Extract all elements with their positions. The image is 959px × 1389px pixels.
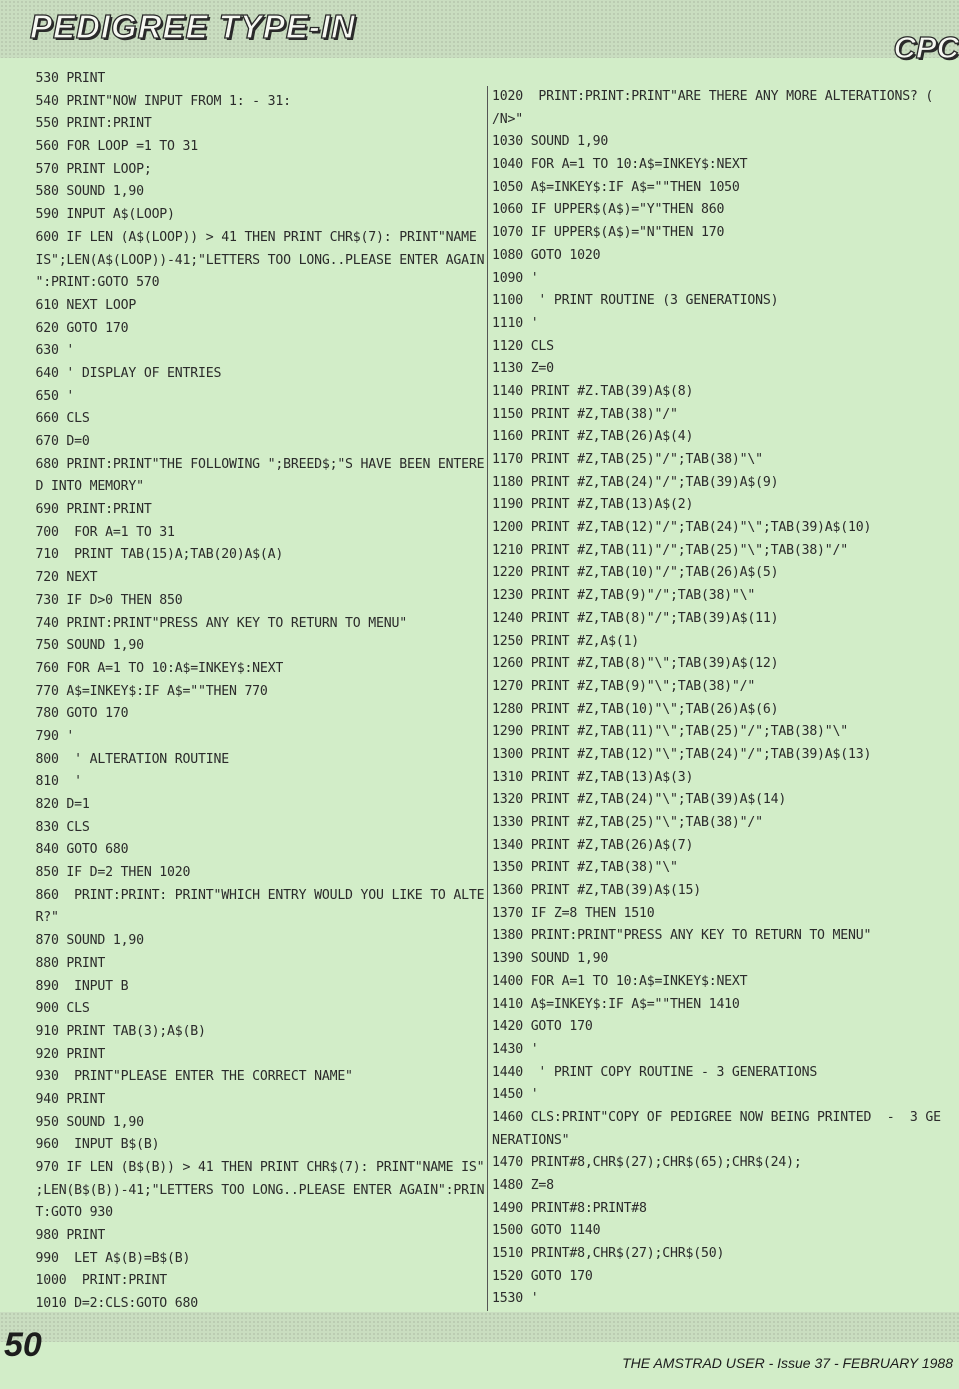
code-line: 740 PRINT:PRINT"PRESS ANY KEY TO RETURN TO MENU"	[20, 615, 407, 631]
code-line: IS";LEN(A$(LOOP))-41;"LETTERS TOO LONG..PLEASE ENTER AGAIN	[20, 252, 485, 268]
code-line: ":PRINT:GOTO 570	[20, 275, 160, 291]
code-line: 1270 PRINT #Z,TAB(9)"\";TAB(38)"/"	[492, 678, 756, 694]
code-line: 720 NEXT	[20, 570, 98, 586]
code-line: 780 GOTO 170	[20, 706, 129, 722]
code-line: 1390 SOUND 1,90	[492, 951, 609, 967]
right-code-column	[487, 86, 959, 1311]
code-line: 1330 PRINT #Z,TAB(25)"\";TAB(38)"/"	[492, 815, 763, 830]
code-line: 810 '	[20, 774, 82, 790]
code-line: 690 PRINT:PRINT	[20, 502, 152, 518]
code-line: 910 PRINT TAB(3);A$(B)	[20, 1023, 206, 1039]
code-line: 700 FOR A=1 TO 31	[20, 524, 175, 540]
code-line: 1250 PRINT #Z,A$(1)	[492, 633, 640, 649]
code-line: 1150 PRINT #Z,TAB(38)"/"	[492, 406, 678, 422]
code-line: 1450 '	[492, 1087, 539, 1103]
code-line: 1430 '	[492, 1041, 539, 1057]
code-line: 1170 PRINT #Z,TAB(25)"/";TAB(38)"\"	[492, 452, 763, 467]
code-line: 1290 PRINT #Z,TAB(11)"\";TAB(25)"/";TAB(38)"\"	[492, 724, 849, 740]
code-line: 880 PRINT	[20, 955, 106, 971]
code-line: 1320 PRINT #Z,TAB(24)"\";TAB(39)A$(14)	[492, 792, 787, 808]
code-line: 1050 A$=INKEY$:IF A$=""THEN 1050	[492, 179, 740, 195]
code-line: D INTO MEMORY"	[20, 479, 144, 495]
code-line: 540 PRINT"NOW INPUT FROM 1: - 31:	[20, 93, 291, 109]
code-line: 1470 PRINT#8,CHR$(27);CHR$(65);CHR$(24);	[492, 1155, 802, 1171]
code-line: 1180 PRINT #Z,TAB(24)"/";TAB(39)A$(9)	[492, 474, 779, 490]
code-line: 1420 GOTO 170	[492, 1019, 593, 1035]
code-line: 920 PRINT	[20, 1046, 106, 1062]
code-line: 1260 PRINT #Z,TAB(8)"\";TAB(39)A$(12)	[492, 656, 779, 672]
code-line: 610 NEXT LOOP	[20, 297, 137, 313]
code-line: 790 '	[20, 728, 75, 744]
code-line: 680 PRINT:PRINT"THE FOLLOWING ";BREED$;"S HAVE BEEN ENTERE	[20, 456, 485, 472]
code-line: 1300 PRINT #Z,TAB(12)"\";TAB(24)"/";TAB(39)A$(13)	[492, 746, 872, 762]
code-line: 830 CLS	[20, 819, 90, 835]
code-line: 1000 PRINT:PRINT	[20, 1273, 168, 1289]
code-line: 530 PRINT	[20, 71, 106, 86]
code-line: 590 INPUT A$(LOOP)	[20, 207, 175, 223]
code-line: 980 PRINT	[20, 1228, 106, 1244]
code-line: 1090 '	[492, 270, 539, 286]
code-line: 1140 PRINT #Z.TAB(39)A$(8)	[492, 383, 694, 399]
code-line: 1340 PRINT #Z,TAB(26)A$(7)	[492, 837, 694, 853]
code-line: 1490 PRINT#8:PRINT#8	[492, 1200, 647, 1216]
code-line: 730 IF D>0 THEN 850	[20, 592, 183, 608]
code-line: 1110 '	[492, 315, 539, 331]
code-line: 650 '	[20, 388, 75, 404]
code-line: 870 SOUND 1,90	[20, 933, 144, 949]
code-line: 800 ' ALTERATION ROUTINE	[20, 751, 229, 767]
code-line: 1510 PRINT#8,CHR$(27);CHR$(50)	[492, 1246, 725, 1262]
code-line: 1360 PRINT #Z,TAB(39)A$(15)	[492, 883, 701, 899]
code-line: 660 CLS	[20, 411, 90, 427]
code-line: 1130 Z=0	[492, 361, 554, 377]
code-line: 840 GOTO 680	[20, 842, 129, 858]
code-line: 1160 PRINT #Z,TAB(26)A$(4)	[492, 429, 694, 445]
bottom-banner	[0, 1312, 959, 1342]
code-line: 900 CLS	[20, 1001, 90, 1017]
code-line: 1020 PRINT:PRINT:PRINT"ARE THERE ANY MORE ALTERATIONS? (	[492, 89, 934, 104]
code-line: 560 FOR LOOP =1 TO 31	[20, 139, 199, 155]
code-line: 1010 D=2:CLS:GOTO 680	[20, 1296, 199, 1312]
code-line: 1060 IF UPPER$(A$)="Y"THEN 860	[492, 202, 725, 218]
code-line: 1370 IF Z=8 THEN 1510	[492, 905, 655, 921]
code-line: 1440 ' PRINT COPY ROUTINE - 3 GENERATIONS	[492, 1064, 818, 1080]
code-line: 550 PRINT:PRINT	[20, 116, 152, 132]
code-line: 600 IF LEN (A$(LOOP)) > 41 THEN PRINT CHR$(7): PRINT"NAME	[20, 229, 477, 245]
code-line: 1040 FOR A=1 TO 10:A$=INKEY$:NEXT	[492, 157, 748, 173]
left-code-column	[20, 68, 490, 1316]
code-line: 1530 '	[492, 1291, 539, 1307]
code-line: 1030 SOUND 1,90	[492, 134, 609, 150]
code-line: 1500 GOTO 1140	[492, 1223, 601, 1239]
code-line: 570 PRINT LOOP;	[20, 161, 152, 177]
code-line: 1230 PRINT #Z,TAB(9)"/";TAB(38)"\"	[492, 588, 756, 604]
code-line: 950 SOUND 1,90	[20, 1114, 144, 1130]
code-line: 990 LET A$(B)=B$(B)	[20, 1250, 191, 1266]
code-line: 1070 IF UPPER$(A$)="N"THEN 170	[492, 225, 725, 241]
code-line: NERATIONS"	[492, 1132, 570, 1148]
code-line: 760 FOR A=1 TO 10:A$=INKEY$:NEXT	[20, 660, 284, 676]
code-line: 1410 A$=INKEY$:IF A$=""THEN 1410	[492, 996, 740, 1012]
code-line: 670 D=0	[20, 434, 90, 449]
code-line: 1120 CLS	[492, 338, 554, 354]
code-line: /N>"	[492, 111, 523, 127]
code-line: 1240 PRINT #Z,TAB(8)"/";TAB(39)A$(11)	[492, 610, 779, 626]
code-line: 1400 FOR A=1 TO 10:A$=INKEY$:NEXT	[492, 973, 748, 989]
code-line: R?"	[20, 910, 59, 926]
code-line: 630 '	[20, 343, 75, 359]
code-line: 1460 CLS:PRINT"COPY OF PEDIGREE NOW BEING PRINTED - 3 GE	[492, 1109, 941, 1125]
code-line: 750 SOUND 1,90	[20, 638, 144, 654]
code-line: 1380 PRINT:PRINT"PRESS ANY KEY TO RETURN TO MENU"	[492, 928, 872, 944]
code-line: 1480 Z=8	[492, 1178, 554, 1193]
code-line: 1100 ' PRINT ROUTINE (3 GENERATIONS)	[492, 293, 779, 309]
code-line: 820 D=1	[20, 797, 90, 812]
code-line: 770 A$=INKEY$:IF A$=""THEN 770	[20, 683, 268, 699]
code-line: T:GOTO 930	[20, 1205, 113, 1221]
code-line: 860 PRINT:PRINT: PRINT"WHICH ENTRY WOULD YOU LIKE TO ALTE	[20, 887, 485, 903]
code-line: 940 PRINT	[20, 1091, 106, 1107]
page-title: PEDIGREE TYPE-IN	[30, 8, 356, 45]
code-line: 1220 PRINT #Z,TAB(10)"/";TAB(26)A$(5)	[492, 565, 779, 581]
code-line: 930 PRINT"PLEASE ENTER THE CORRECT NAME"	[20, 1069, 353, 1085]
page-number: 50	[4, 1326, 42, 1364]
platform-label: CPC	[893, 30, 959, 65]
code-line: 960 INPUT B$(B)	[20, 1137, 160, 1153]
code-line: 1210 PRINT #Z,TAB(11)"/";TAB(25)"\";TAB(38)"/"	[492, 542, 849, 558]
code-line: 1200 PRINT #Z,TAB(12)"/";TAB(24)"\";TAB(39)A$(10)	[492, 520, 872, 536]
code-line: ;LEN(B$(B))-41;"LETTERS TOO LONG..PLEASE ENTER AGAIN":PRIN	[20, 1182, 485, 1198]
code-line: 890 INPUT B	[20, 978, 129, 994]
code-line: 1310 PRINT #Z,TAB(13)A$(3)	[492, 769, 694, 785]
code-line: 1280 PRINT #Z,TAB(10)"\";TAB(26)A$(6)	[492, 701, 779, 717]
publication-footer: THE AMSTRAD USER - Issue 37 - FEBRUARY 1988	[622, 1355, 953, 1371]
code-line: 850 IF D=2 THEN 1020	[20, 865, 191, 881]
code-line: 640 ' DISPLAY OF ENTRIES	[20, 365, 222, 381]
code-line: 1190 PRINT #Z,TAB(13)A$(2)	[492, 497, 694, 513]
code-line: 1520 GOTO 170	[492, 1268, 593, 1284]
code-line: 1080 GOTO 1020	[492, 247, 601, 263]
code-line: 580 SOUND 1,90	[20, 184, 144, 200]
code-line: 1350 PRINT #Z,TAB(38)"\"	[492, 860, 678, 876]
code-line: 970 IF LEN (B$(B)) > 41 THEN PRINT CHR$(7): PRINT"NAME IS"	[20, 1160, 485, 1175]
code-line: 710 PRINT TAB(15)A;TAB(20)A$(A)	[20, 547, 284, 563]
code-line: 620 GOTO 170	[20, 320, 129, 336]
